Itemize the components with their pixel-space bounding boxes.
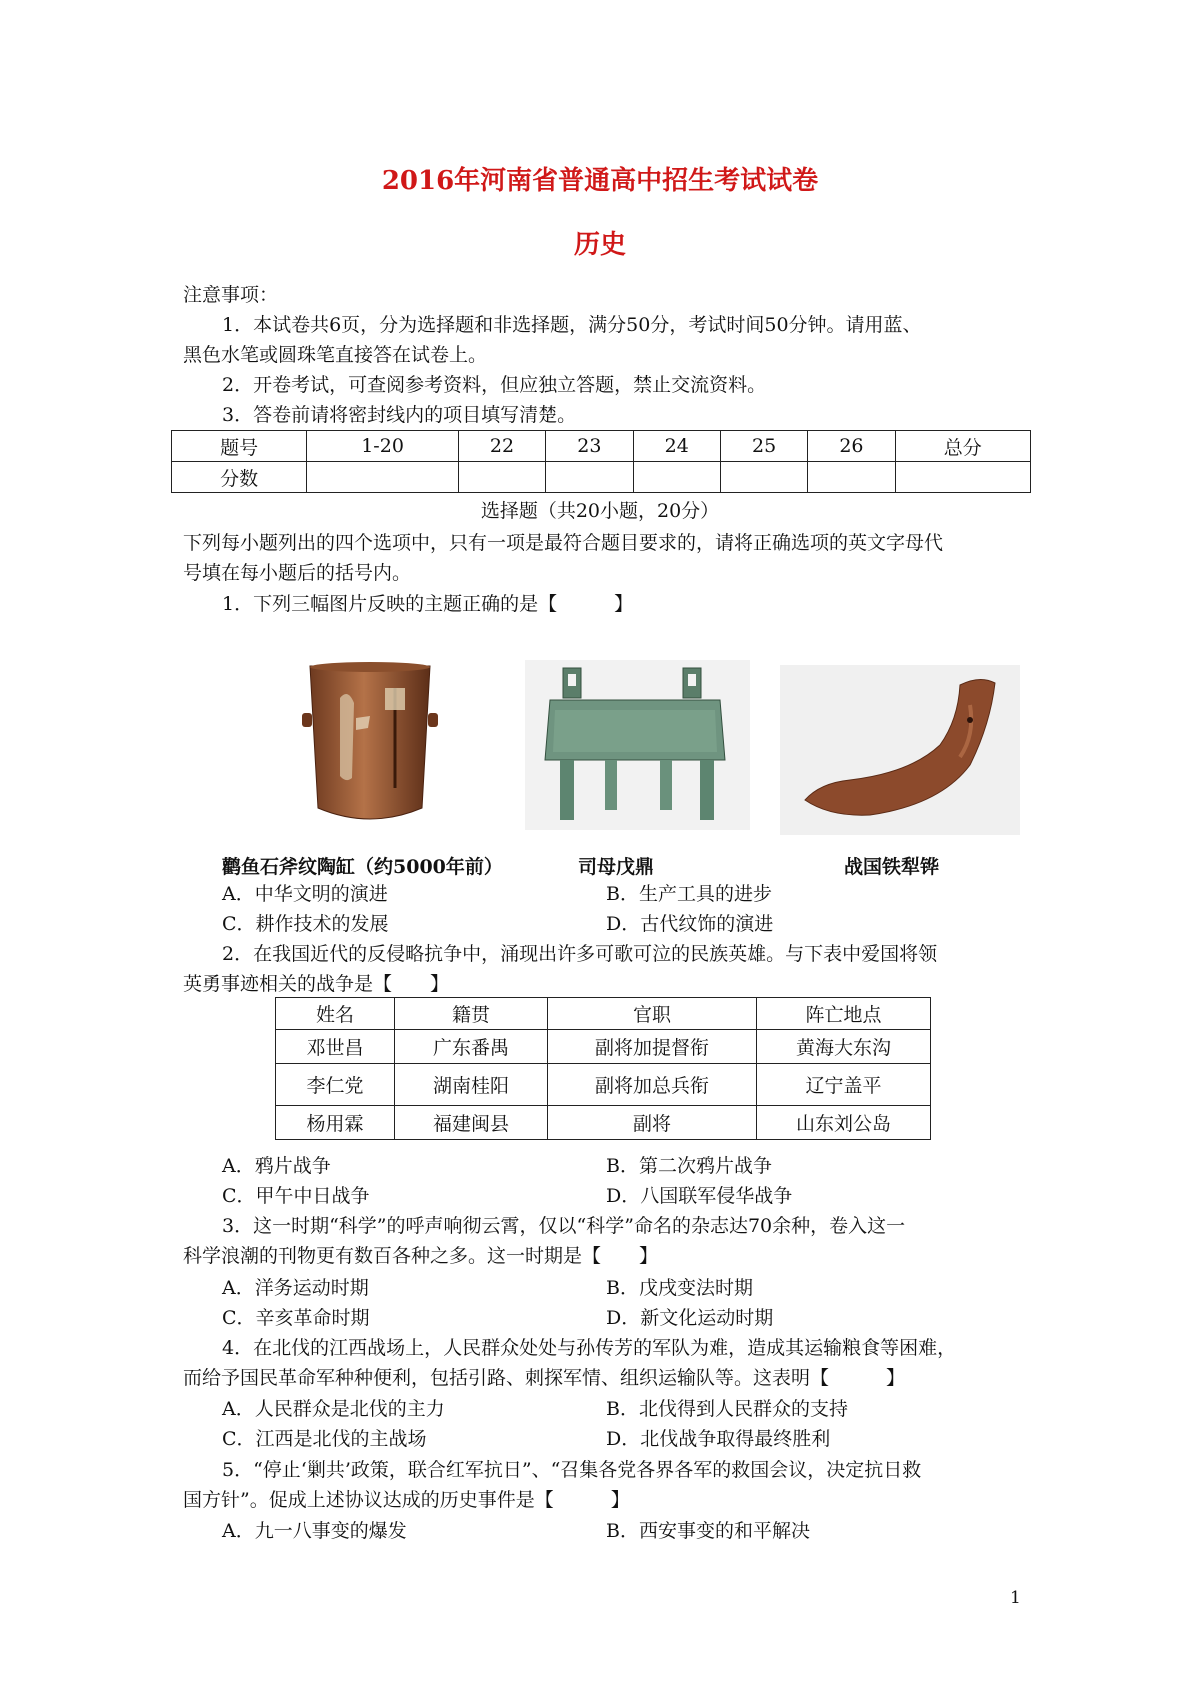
table-row [276, 1064, 931, 1106]
section-instruction: 号填在每小题后的括号内。 [183, 562, 412, 584]
exam-title: 2016年河南省普通高中招生考试试卷 [381, 166, 819, 196]
table-cell: 副将加总兵衔 [548, 1064, 757, 1106]
q4-stem: 而给予国民革命军种种便利，包括引路、刺探军情、组织运输队等。这表明【 】 [183, 1367, 906, 1389]
q4-stem: 4．在北伐的江西战场上，人民群众处处与孙传芳的军队为难，造成其运输粮食等困难， [222, 1337, 957, 1359]
score-header-cell: 题号 [172, 431, 307, 462]
option[interactable]: B．第二次鸦片战争 [606, 1155, 772, 1177]
notice-heading: 注意事项： [183, 284, 279, 306]
q2-stem: 2．在我国近代的反侵略抗争中，涌现出许多可歌可泣的民族英雄。与下表中爱国将领 [222, 943, 938, 965]
score-header-cell: 22 [458, 431, 545, 462]
table-row [172, 462, 1031, 493]
score-cell[interactable] [546, 462, 633, 493]
score-header-cell: 25 [720, 431, 807, 462]
option[interactable]: B．生产工具的进步 [606, 883, 772, 905]
option[interactable]: B．西安事变的和平解决 [606, 1520, 810, 1542]
table-cell: 山东刘公岛 [757, 1106, 931, 1140]
score-header-cell: 24 [633, 431, 720, 462]
notice-item: 3．答卷前请将密封线内的项目填写清楚。 [222, 404, 577, 426]
option[interactable]: C．甲午中日战争 [222, 1185, 370, 1207]
table-row [172, 431, 1031, 462]
option[interactable]: D．北伐战争取得最终胜利 [606, 1428, 831, 1450]
q2-stem: 英勇事迹相关的战争是【 】 [183, 973, 450, 995]
q1-stem: 1．下列三幅图片反映的主题正确的是【 】 [222, 593, 634, 615]
score-label-cell: 分数 [172, 462, 307, 493]
table-cell: 黄海大东沟 [757, 1030, 931, 1064]
table-header-cell: 阵亡地点 [757, 998, 931, 1030]
table-cell: 福建闽县 [395, 1106, 548, 1140]
table-header-cell: 籍贯 [395, 998, 548, 1030]
subject-title: 历史 [573, 230, 626, 260]
option[interactable]: B．北伐得到人民群众的支持 [606, 1398, 848, 1420]
table-row [276, 1030, 931, 1064]
heroes-table [275, 997, 931, 1140]
table-cell: 邓世昌 [276, 1030, 395, 1064]
figure-caption: 战国铁犁铧 [844, 856, 940, 878]
score-cell[interactable] [808, 462, 895, 493]
option[interactable]: B．戊戌变法时期 [606, 1277, 753, 1299]
table-cell: 李仁党 [276, 1064, 395, 1106]
option[interactable]: D．古代纹饰的演进 [606, 913, 774, 935]
q3-stem: 科学浪潮的刊物更有数百各种之多。这一时期是【 】 [183, 1245, 659, 1267]
table-cell: 杨用霖 [276, 1106, 395, 1140]
table-cell: 广东番禺 [395, 1030, 548, 1064]
option[interactable]: C．耕作技术的发展 [222, 913, 389, 935]
option[interactable]: D．新文化运动时期 [606, 1307, 774, 1329]
score-table [171, 430, 1031, 493]
score-header-cell: 总分 [895, 431, 1030, 462]
pottery-jar-image [300, 658, 440, 833]
table-cell: 辽宁盖平 [757, 1064, 931, 1106]
option[interactable]: A．九一八事变的爆发 [222, 1520, 407, 1542]
notice-item: 1．本试卷共6页，分为选择题和非选择题，满分50分，考试时间50分钟。请用蓝、 [222, 314, 922, 336]
section-heading: 选择题（共20小题，20分） [480, 500, 720, 522]
notice-item: 黑色水笔或圆珠笔直接答在试卷上。 [183, 344, 488, 366]
option[interactable]: D．八国联军侵华战争 [606, 1185, 793, 1207]
q3-stem: 3．这一时期“科学”的呼声响彻云霄，仅以“科学”命名的杂志达70余种，卷入这一 [222, 1215, 906, 1237]
option[interactable]: A．洋务运动时期 [222, 1277, 369, 1299]
option[interactable]: C．江西是北伐的主战场 [222, 1428, 427, 1450]
q5-stem: 国方针”。促成上述协议达成的历史事件是【 】 [183, 1489, 630, 1511]
figure-caption: 鹳鱼石斧纹陶缸（约5000年前） [222, 856, 503, 878]
page-number: 1 [1010, 1588, 1021, 1608]
section-instruction: 下列每小题列出的四个选项中，只有一项是最符合题目要求的，请将正确选项的英文字母代 [183, 532, 944, 554]
figure-caption: 司母戊鼎 [578, 856, 655, 878]
table-cell: 副将加提督衔 [548, 1030, 757, 1064]
table-header-cell: 姓名 [276, 998, 395, 1030]
score-cell[interactable] [633, 462, 720, 493]
option[interactable]: A．人民群众是北伐的主力 [222, 1398, 445, 1420]
table-cell: 副将 [548, 1106, 757, 1140]
table-row [276, 998, 931, 1030]
score-cell[interactable] [458, 462, 545, 493]
table-header-cell: 官职 [548, 998, 757, 1030]
option[interactable]: A．中华文明的演进 [222, 883, 388, 905]
score-header-cell: 23 [546, 431, 633, 462]
score-header-cell: 1-20 [307, 431, 459, 462]
notice-item: 2．开卷考试，可查阅参考资料，但应独立答题，禁止交流资料。 [222, 374, 767, 396]
iron-plowshare-image [780, 665, 1020, 835]
score-header-cell: 26 [808, 431, 895, 462]
q5-stem: 5．“停止‘剿共’政策，联合红军抗日”、“召集各党各界各军的救国会议，决定抗日救 [222, 1459, 922, 1481]
table-row [276, 1106, 931, 1140]
option[interactable]: C．辛亥革命时期 [222, 1307, 370, 1329]
table-cell: 湖南桂阳 [395, 1064, 548, 1106]
score-cell[interactable] [307, 462, 459, 493]
bronze-ding-image [525, 660, 750, 830]
score-cell[interactable] [720, 462, 807, 493]
score-cell[interactable] [895, 462, 1030, 493]
option[interactable]: A．鸦片战争 [222, 1155, 331, 1177]
